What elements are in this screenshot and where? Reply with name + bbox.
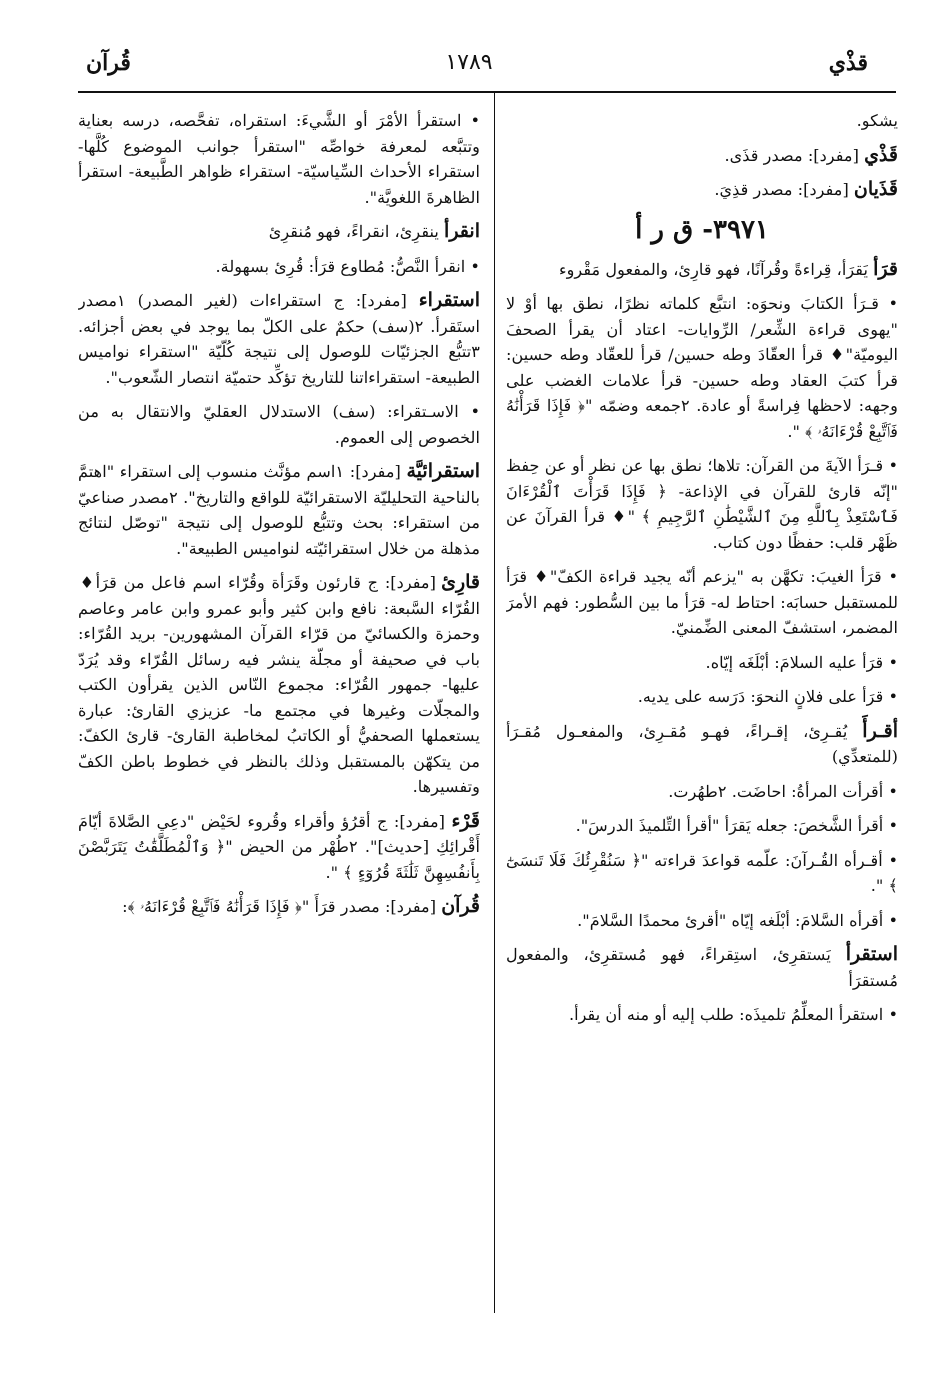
- column-divider: [494, 93, 495, 1313]
- entry-definition: [مفرد]: ج استقراءات (لغير المصدر) ١مصدر استَقرأ. ٢(سف) حكمٌ على الكلّ بما يوجد في بعض أجزائه. ٣تتبُّع الجزئيّات للوصول إلى نتيجة كُلّيّة "استقراء نواميس الطبيعة- استقراءاتنا للتاريخ تؤكِّد حتميّة انتصار الشّعوب".: [78, 291, 480, 387]
- headword: قَرْء: [451, 809, 480, 832]
- dictionary-entry: [78, 459, 480, 561]
- sense-paragraph: يشكو.: [856, 111, 898, 130]
- sense-paragraph: • أقرأه السَّلامَ: أبْلَغه إيّاه "أقرئ محمدًا السَّلامَ".: [577, 910, 898, 930]
- dictionary-entry: [506, 942, 898, 993]
- entry-definition: يَقرَأ، قِراءةً وقُرآنًا، فهو قارِئ، والمفعول مَقْروء: [558, 259, 874, 279]
- headword: قارِئ: [441, 571, 480, 593]
- entry-definition: [مفرد]: مصدر قذَى.: [724, 145, 865, 165]
- entry-definition: [مفرد]: ج أقرُؤ وأقراء وقُروء لحَيْض "دعِي الصَّلاةَ أيّامَ أَقْرائِكِ [حديث]". ٢طُهْر من الحيض "﴿ وَٱلْمُطَلَّقَٰتُ يَتَرَبَّصْنَ بِأَنفُسِهِنَّ ثَلَٰثَةَ قُرُوٓءٍ ﴾ ".: [78, 811, 480, 882]
- headword: قُرآن: [441, 895, 480, 917]
- dictionary-entry: [78, 894, 480, 920]
- root-heading: ٣٩٧١- ق ر أ: [635, 214, 769, 245]
- header-rule: [78, 91, 896, 93]
- dictionary-entry: [78, 809, 480, 886]
- page-number: ١٧٨٩: [445, 50, 493, 75]
- sense-paragraph: • قرَأ عليه السلامَ: أبْلَغَه إيّاه.: [705, 652, 898, 672]
- right-column: [506, 108, 898, 1308]
- entry-definition: يَستقرِئ، استِقراءً، فهو مُستقرِئ، والمفعول مُستقرَأ: [506, 945, 898, 990]
- headword: قَذْي: [864, 143, 898, 166]
- left-column: [78, 108, 480, 1308]
- dictionary-entry: [78, 570, 480, 800]
- headword: انقرأ: [444, 220, 480, 242]
- dictionary-entry: [506, 257, 898, 283]
- dictionary-entry: [78, 219, 480, 245]
- entry-definition: [مفرد]: مصدر قرَأَ "﴿ فَإِذَا قَرَأْنَٰهُ فَٱتَّبِعْ قُرْءَانَهُۥ ﴾:: [122, 897, 442, 916]
- sense-paragraph: • أقـرأه القُـرآنَ: علّمه قواعدَ قراءته "﴿ سَنُقْرِئُكَ فَلَا تَنسَىٰٓ ﴾ ".: [506, 850, 898, 895]
- headword: قَذَيان: [853, 178, 898, 200]
- entry-definition: [مفرد]: ج قارئون وقَرَأة وقُرّاء اسم فاعل من قرَأ♦ القُرّاء السَّبعة: نافع وابن كثير وأبو عمرو وابن عامر وعاصم وحمزة والكسائيّ من قرّاء القرآن المشهورين- بريد القُرّاء: باب في صحيفة أو مجلّة ينشر فيه رسائل القُرّاء وقد يُرَدّ عليها- جمهور القُرّاء: مجموع النّاس الذين يقرأون الكتب والمجلّات وغيرها في مجتمع ما- عزيزي القارئ: عبارة يستعملها الصحفيُّ أو الكاتبُ لمخاطبة القارئ- قارئ الكفّ: من يتكهّن بالمستقبل وذلك بالنظر في خطوط باطن الكفّ وتفسيرها.: [78, 573, 480, 796]
- running-head-left: قُرآن: [86, 50, 131, 76]
- headword: استقرائيَّة: [406, 460, 480, 482]
- headword: قرَأ: [873, 257, 898, 280]
- entry-definition: [مفرد]: مصدر قذِيَ.: [714, 180, 854, 199]
- entry-definition: يُقـرِئ، إقـراءً، فهـو مُقـرِئ، والمفعـول مُقـرَأ (للمتعدِّي): [506, 721, 898, 766]
- sense-paragraph: • قرَأ على فلانٍ النحوَ: دَرَسه على يديه.: [637, 687, 898, 706]
- running-head-right: قذْي: [828, 50, 868, 76]
- sense-paragraph: • الاسـتقراء: (سف) الاستدلال العقليّ والانتقال به من الخصوص إلى العموم.: [78, 402, 480, 447]
- sense-paragraph: • أقرأت المرأةُ: احاضَت. ٢طهُرت.: [668, 781, 898, 801]
- sense-paragraph: • استقرأ المعلِّمُ تلميذَه: طلب إليه أو منه أن يقرأ.: [568, 1005, 898, 1024]
- dictionary-entry: [506, 719, 898, 770]
- dictionary-entry: [78, 288, 480, 390]
- entry-definition: ينقرِئ، انقراءً، فهو مُنقرِئ: [268, 222, 445, 241]
- sense-paragraph: • قـرَأ الكتابَ ونحوَه: انتبَّع كلماته نظرًا، نطق بها أوْ لا "يهوى قراءة الشِّعر/ الرِّوايات- اعتاد أن يقرأ الصحفَ اليوميّة"♦ قرأ العقّادَ وطه حسين/ قرأ للعقّاد وطه حسين: قرأ كتبَ العقاد وطه حسين- قرأ علامات الغضب على وجهه: لاحظها فِراسةً أو عادة. ٢جمعه وضمّه "﴿ فَإِذَا قَرَأْنَٰهُ فَٱتَّبِعْ قُرْءَانَهُۥ ﴾ ".: [506, 294, 898, 441]
- sense-paragraph: • انقرأ النَّصُّ: مُطاوع قرَأ: قُرِئ بسهولة.: [215, 256, 480, 276]
- sense-paragraph: • قرَأ الغيبَ: تكهَّن به "يزعم أنّه يجيد قراءة الكفّ"♦ قرَأ للمستقبل حسابَه: احتاط له- قرَأ ما بين السُّطور: فهم الأمرَ المضمر، استشفّ المعنى الضِّمنيّ.: [506, 567, 898, 637]
- headword: أقـرأَ: [862, 719, 898, 742]
- sense-paragraph: • أقرأ الشَّخصَ: جعله يَقرَأ "أقرأ التِّلميذَ الدرسَ".: [575, 816, 898, 835]
- dictionary-entry: [506, 177, 898, 203]
- sense-paragraph: • استقرأ الأمْرَ أو الشَّيءَ: استقراه، تفحَّصه، درسه بعناية وتتبَّعه لمعرفة خواصِّه "استقرأ جوانب الموضوع كُلَّها- استقراء الأحداث السِّياسيّة- استقراء ظواهر الطَّبيعة- استقرأ الظاهرةَ اللغويَّة".: [78, 111, 480, 207]
- sense-paragraph: • قـرَأ الآيةَ من القرآن: تلاها؛ نطق بها عن نظر أو عن حِفظ "إنّه قارئ للقرآن في الإذاعة- ﴿ فَإِذَا قَرَأْتَ ٱلْقُرْءَانَ فَٱسْتَعِذْ بِٱللَّهِ مِنَ ٱلشَّيْطَٰنِ ٱلرَّجِيمِ ﴾ "♦ قرأ القرآنَ عن ظَهْر قلب: حفظًا دون كتاب.: [506, 456, 898, 552]
- headword: استقرأ: [845, 943, 898, 965]
- headword: استقراء: [418, 289, 480, 311]
- dictionary-entry: [506, 143, 898, 169]
- entry-definition: [مفرد]: ١اسم مؤنَّث منسوب إلى استقراء "اهتمَّ بالناحية التحليليّة الاستقرائيّة للواقع والتاريخ". ٢مصدر صناعيّ من استقراء: بحث وتتبُّع للوصول إلى نتيجة "توصّل لنتائج مذهلة من خلال استقرائيّته لنواميس الطبيعة".: [78, 462, 480, 558]
